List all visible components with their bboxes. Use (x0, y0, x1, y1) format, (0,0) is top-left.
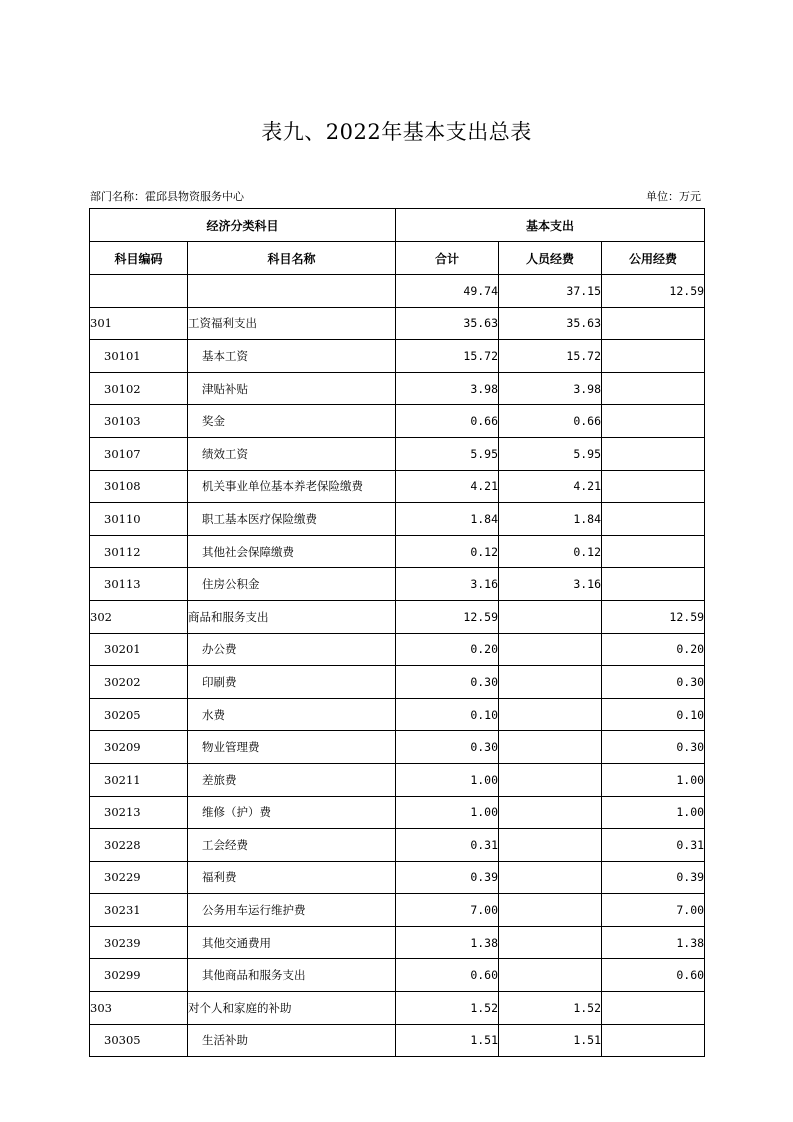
table-row (90, 307, 705, 340)
table-body (90, 275, 705, 1057)
cell-total: 1.84 (396, 503, 499, 536)
cell-total: 0.30 (396, 666, 499, 699)
cell-subject-name: 水费 (188, 698, 396, 731)
header-public-expense: 公用经费 (602, 242, 705, 275)
cell-subject-name: 对个人和家庭的补助 (188, 992, 396, 1025)
cell-personnel-expense (499, 600, 602, 633)
cell-public-expense (602, 503, 705, 536)
cell-subject-name: 其他社会保障缴费 (188, 535, 396, 568)
cell-personnel-expense (499, 633, 602, 666)
cell-total: 1.51 (396, 1024, 499, 1057)
cell-subject-code: 30201 (90, 633, 188, 666)
cell-subject-name: 工会经费 (188, 829, 396, 862)
cell-subject-name: 公务用车运行维护费 (188, 894, 396, 927)
cell-total: 1.38 (396, 926, 499, 959)
cell-public-expense (602, 568, 705, 601)
table-row (90, 470, 705, 503)
cell-subject-name: 物业管理费 (188, 731, 396, 764)
cell-total: 4.21 (396, 470, 499, 503)
cell-total: 3.16 (396, 568, 499, 601)
cell-subject-code: 30211 (90, 763, 188, 796)
cell-public-expense: 0.60 (602, 959, 705, 992)
cell-subject-code: 30108 (90, 470, 188, 503)
cell-subject-code: 30228 (90, 829, 188, 862)
cell-subject-code: 303 (90, 992, 188, 1025)
cell-subject-code: 30213 (90, 796, 188, 829)
cell-total: 0.31 (396, 829, 499, 862)
cell-personnel-expense: 1.51 (499, 1024, 602, 1057)
cell-public-expense: 12.59 (602, 600, 705, 633)
header-subject-code: 科目编码 (90, 242, 188, 275)
cell-personnel-expense: 3.98 (499, 372, 602, 405)
header-subject-name: 科目名称 (188, 242, 396, 275)
cell-subject-code: 30202 (90, 666, 188, 699)
unit-label: 单位：万元 (646, 190, 701, 203)
cell-subject-code: 30101 (90, 340, 188, 373)
cell-total: 1.00 (396, 763, 499, 796)
table-row (90, 894, 705, 927)
cell-public-expense: 0.39 (602, 861, 705, 894)
cell-subject-code: 30231 (90, 894, 188, 927)
cell-personnel-expense: 0.66 (499, 405, 602, 438)
cell-subject-name: 其他商品和服务支出 (188, 959, 396, 992)
basic-expenditure-table (89, 208, 705, 1057)
table-row (90, 340, 705, 373)
cell-subject-code: 30229 (90, 861, 188, 894)
cell-subject-code: 30299 (90, 959, 188, 992)
cell-personnel-expense (499, 894, 602, 927)
table-row (90, 437, 705, 470)
table-row (90, 600, 705, 633)
cell-personnel-expense (499, 829, 602, 862)
cell-subject-name: 基本工资 (188, 340, 396, 373)
table-row (90, 992, 705, 1025)
cell-subject-name: 福利费 (188, 861, 396, 894)
cell-public-expense (602, 307, 705, 340)
cell-total: 12.59 (396, 600, 499, 633)
cell-public-expense: 1.00 (602, 763, 705, 796)
cell-subject-name: 住房公积金 (188, 568, 396, 601)
cell-total: 0.66 (396, 405, 499, 438)
cell-subject-name: 绩效工资 (188, 437, 396, 470)
table-row (90, 568, 705, 601)
table-row (90, 731, 705, 764)
table-row (90, 796, 705, 829)
cell-total: 5.95 (396, 437, 499, 470)
cell-personnel-expense (499, 926, 602, 959)
page-title: 表九、2022年基本支出总表 (261, 120, 532, 144)
cell-subject-name: 维修（护）费 (188, 796, 396, 829)
cell-personnel-expense (499, 861, 602, 894)
cell-public-expense (602, 437, 705, 470)
cell-subject-name: 其他交通费用 (188, 926, 396, 959)
table-row (90, 666, 705, 699)
cell-public-expense: 0.10 (602, 698, 705, 731)
cell-personnel-expense (499, 796, 602, 829)
cell-public-expense (602, 372, 705, 405)
cell-subject-code: 30113 (90, 568, 188, 601)
cell-subject-code: 301 (90, 307, 188, 340)
cell-personnel-expense (499, 666, 602, 699)
header-personnel-expense: 人员经费 (499, 242, 602, 275)
cell-subject-name: 工资福利支出 (188, 307, 396, 340)
cell-public-expense (602, 992, 705, 1025)
cell-subject-name: 生活补助 (188, 1024, 396, 1057)
cell-subject-code: 302 (90, 600, 188, 633)
department-label: 部门名称：霍邱县物资服务中心 (90, 190, 244, 203)
cell-public-expense (602, 340, 705, 373)
table-row (90, 633, 705, 666)
cell-public-expense: 0.30 (602, 731, 705, 764)
table-row (90, 959, 705, 992)
table-row (90, 1024, 705, 1057)
cell-personnel-expense (499, 698, 602, 731)
cell-subject-code: 30209 (90, 731, 188, 764)
cell-total: 3.98 (396, 372, 499, 405)
cell-subject-code (90, 275, 188, 308)
cell-total: 49.74 (396, 275, 499, 308)
table-row (90, 275, 705, 308)
cell-subject-name: 印刷费 (188, 666, 396, 699)
table-row (90, 829, 705, 862)
cell-subject-name: 差旅费 (188, 763, 396, 796)
cell-personnel-expense: 5.95 (499, 437, 602, 470)
cell-subject-name: 机关事业单位基本养老保险缴费 (188, 470, 396, 503)
cell-subject-code: 30110 (90, 503, 188, 536)
table-row (90, 926, 705, 959)
header-total: 合计 (396, 242, 499, 275)
cell-personnel-expense (499, 763, 602, 796)
cell-subject-code: 30112 (90, 535, 188, 568)
cell-public-expense: 0.31 (602, 829, 705, 862)
cell-public-expense: 1.00 (602, 796, 705, 829)
cell-public-expense (602, 535, 705, 568)
header-basic-expenditure: 基本支出 (396, 209, 705, 242)
table-row (90, 372, 705, 405)
cell-public-expense (602, 1024, 705, 1057)
cell-subject-code: 30107 (90, 437, 188, 470)
cell-total: 7.00 (396, 894, 499, 927)
cell-total: 0.20 (396, 633, 499, 666)
cell-subject-code: 30205 (90, 698, 188, 731)
cell-personnel-expense (499, 959, 602, 992)
cell-public-expense: 0.30 (602, 666, 705, 699)
cell-total: 0.10 (396, 698, 499, 731)
table-row (90, 698, 705, 731)
cell-subject-name: 办公费 (188, 633, 396, 666)
cell-personnel-expense: 3.16 (499, 568, 602, 601)
table-row (90, 405, 705, 438)
cell-total: 1.52 (396, 992, 499, 1025)
cell-total: 15.72 (396, 340, 499, 373)
cell-total: 0.12 (396, 535, 499, 568)
cell-public-expense: 0.20 (602, 633, 705, 666)
cell-public-expense: 12.59 (602, 275, 705, 308)
cell-subject-name: 商品和服务支出 (188, 600, 396, 633)
table-row (90, 503, 705, 536)
table-header (90, 209, 705, 275)
cell-subject-name (188, 275, 396, 308)
cell-total: 0.60 (396, 959, 499, 992)
cell-public-expense (602, 405, 705, 438)
cell-total: 0.30 (396, 731, 499, 764)
cell-personnel-expense (499, 731, 602, 764)
cell-public-expense: 1.38 (602, 926, 705, 959)
cell-personnel-expense: 35.63 (499, 307, 602, 340)
cell-public-expense: 7.00 (602, 894, 705, 927)
table-row (90, 861, 705, 894)
cell-subject-code: 30305 (90, 1024, 188, 1057)
cell-total: 0.39 (396, 861, 499, 894)
table-row (90, 535, 705, 568)
cell-personnel-expense: 0.12 (499, 535, 602, 568)
cell-subject-name: 职工基本医疗保险缴费 (188, 503, 396, 536)
cell-subject-code: 30239 (90, 926, 188, 959)
cell-personnel-expense: 4.21 (499, 470, 602, 503)
cell-subject-code: 30102 (90, 372, 188, 405)
cell-total: 1.00 (396, 796, 499, 829)
cell-personnel-expense: 1.52 (499, 992, 602, 1025)
cell-subject-code: 30103 (90, 405, 188, 438)
cell-personnel-expense: 37.15 (499, 275, 602, 308)
header-economic-classification: 经济分类科目 (90, 209, 396, 242)
cell-total: 35.63 (396, 307, 499, 340)
cell-personnel-expense: 1.84 (499, 503, 602, 536)
cell-subject-name: 奖金 (188, 405, 396, 438)
table-row (90, 763, 705, 796)
cell-public-expense (602, 470, 705, 503)
cell-personnel-expense: 15.72 (499, 340, 602, 373)
cell-subject-name: 津贴补贴 (188, 372, 396, 405)
